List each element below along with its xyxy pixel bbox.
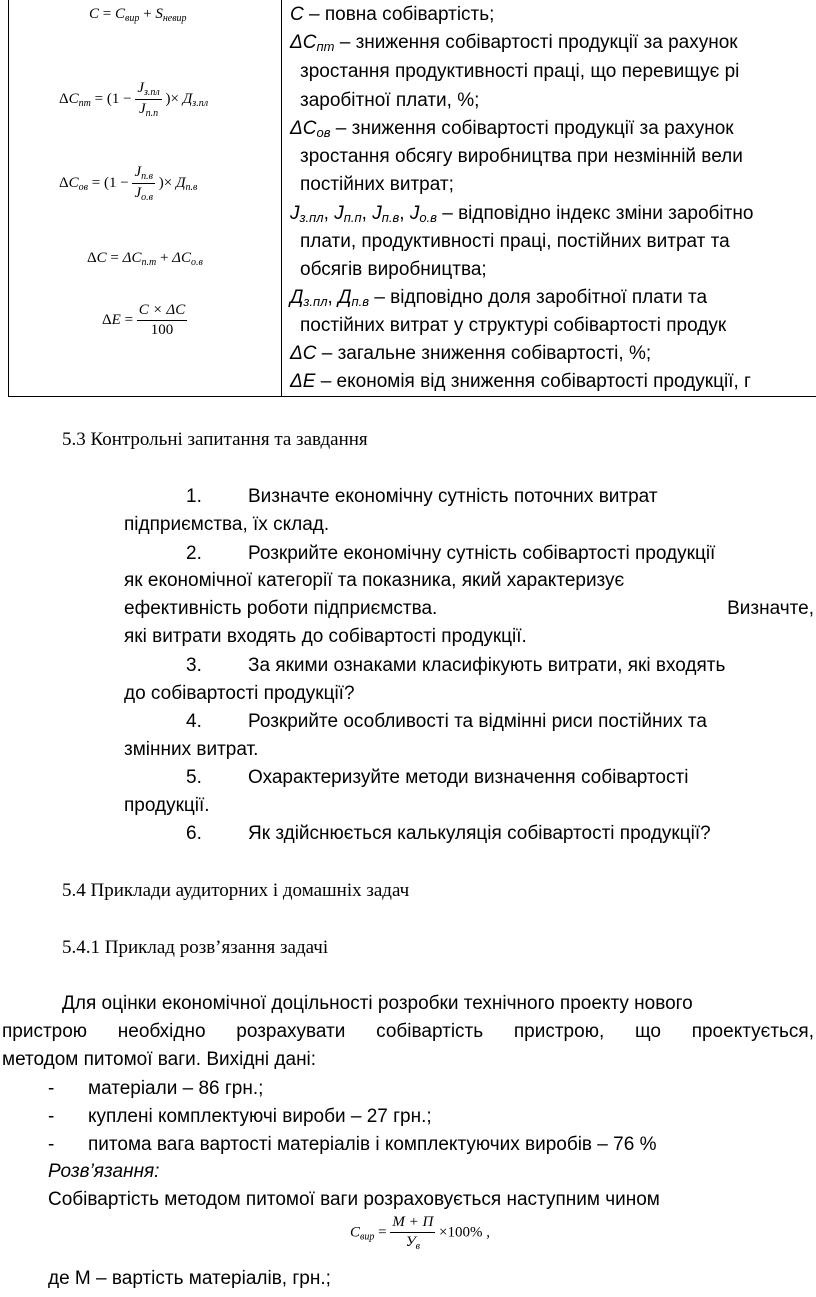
question-1-line1: Визначте економічну сутність поточних витрат [248,486,658,507]
list-item-components: куплені комплектуючі вироби – 27 грн.; [88,1106,432,1127]
definition-indices-line3: обсягів виробництва; [300,259,487,280]
fraction-economy: $\frac{C \times \Delta C}{100}$ [138,302,186,338]
list-dash: - [48,1106,55,1127]
task-paragraph-line2: пристрою необхідно розрахувати собівартість пристрою, що проектується, [2,1021,814,1042]
definition-indices-line2: плати, продуктивності праці, постійних витрат та [300,231,730,252]
definition-volume-line2: зростання обсягу виробництва при незмінній вели [300,146,743,167]
list-item-share: питома вага вартості матеріалів і комплектуючих виробів – 76 % [88,1134,657,1155]
formula-table [8,0,816,397]
question-2-line4: які витрати входять до собівартості продукції. [124,626,527,647]
definition-volume-line3: постійних витрат; [300,174,454,195]
question-number: 1. [186,486,202,507]
fraction-fixed-volume: $\frac{J_{п.в}}{J_{о.в}}$ [134,164,153,203]
formula-economy: ΔE = $\frac{C \times \Delta C}{100}$ [102,302,186,338]
definition-full-cost: С – повна собівартість; [290,4,495,25]
question-number: 3. [186,655,202,676]
definition-indices: $J_{з.пл}$, $J_{п.п}$, $J_{п.в}$, $J_{о.в}$ – відповідно індекс зміни заробітно [290,203,754,225]
list-item-materials: матеріали – 86 грн.; [88,1078,264,1099]
list-dash: - [48,1134,55,1155]
formula-full-cost: $C = C_{вир} + S_{невир}$ [89,6,187,24]
heading-5-3: 5.3 Контрольні запитання та завдання [62,429,368,450]
definition-shares-line2: постійних витрат у структурі собівартості продук [300,315,727,336]
question-4-line2: змінних витрат. [124,739,259,760]
fraction-unit-weight: $\frac{М + П}{У_в}$ [392,1214,434,1252]
question-4-line1: Розкрийте особливості та відмінні риси постійних та [248,711,707,732]
definition-volume: $\Delta С_{ов}$ – зниження собівартості продукції за рахунок [290,118,734,140]
task-paragraph-line3: методом питомої ваги. Вихідні дані: [2,1049,317,1070]
definition-productivity-line2: зростання продуктивності праці, що перевищує рі [300,61,740,82]
formula-unit-weight: $C_{вир}$ = $\frac{М + П}{У_в}$ ×100% , [350,1214,490,1252]
formula-cost-reduction-productivity: $\Delta C_{пт} = (1$ − $\frac{J_{з.пл}}{J_{п.п}}$ )× $Д_{з.пл}$ [59,80,209,119]
definition-economy: ΔЕ – економія від зниження собівартості продукції, г [290,371,751,392]
question-3-line1: За якими ознаками класифікують витрати, які входять [248,655,726,676]
question-1-line2: підприємства, їх склад. [124,514,330,535]
fraction-wage-productivity: $\frac{J_{з.пл}}{J_{п.п}}$ [137,80,160,119]
list-dash: - [48,1078,55,1099]
question-number: 2. [186,543,202,564]
solution-label: Розв’язання: [48,1161,160,1182]
where-text: де М – вартість матеріалів, грн.; [48,1268,331,1289]
question-number: 6. [186,823,202,844]
question-number: 5. [186,767,202,788]
formula-total-reduction: $\Delta C = \Delta C_{п.т} + \Delta C_{о.в}$ [87,250,203,268]
definitions-column [282,0,816,396]
question-2-line2: як економічної категорії та показника, який характеризує [124,570,625,591]
question-5-line1: Охарактеризуйте методи визначення собівартості [248,767,689,788]
formula-column [9,0,282,396]
solution-text: Собівартість методом питомої ваги розраховується наступним чином [48,1189,660,1210]
question-2-line3: ефективність роботи підприємства. Визначте, [124,598,814,619]
definition-total-reduction: ΔС – загальне зниження собівартості, %; [290,343,652,364]
definition-productivity-line3: заробітної плати, %; [300,90,480,111]
definition-shares: $Д_{з.пл}$, $Д_{п.в}$ – відповідно доля заробітної плати та [290,287,708,309]
formula-cost-reduction-volume: $\Delta C_{ов} = (1$ − $\frac{J_{п.в}}{J_{о.в}}$ )× $Д_{п.в}$ [59,164,198,203]
heading-5-4-1: 5.4.1 Приклад розв’язання задачі [62,937,329,958]
question-3-line2: до собівартості продукції? [124,683,355,704]
question-number: 4. [186,711,202,732]
question-5-line2: продукції. [124,795,210,816]
definition-productivity: $\Delta С_{пт}$ – зниження собівартості продукції за рахунок [290,32,738,54]
task-paragraph-line1: Для оцінки економічної доцільності розробки технічного проекту нового [62,993,693,1014]
question-2-line1: Розкрийте економічну сутність собівартості продукції [248,543,716,564]
question-6-line1: Як здійснюється калькуляція собівартості продукції? [248,823,711,844]
heading-5-4: 5.4 Приклади аудиторних і домашніх задач [62,880,410,901]
